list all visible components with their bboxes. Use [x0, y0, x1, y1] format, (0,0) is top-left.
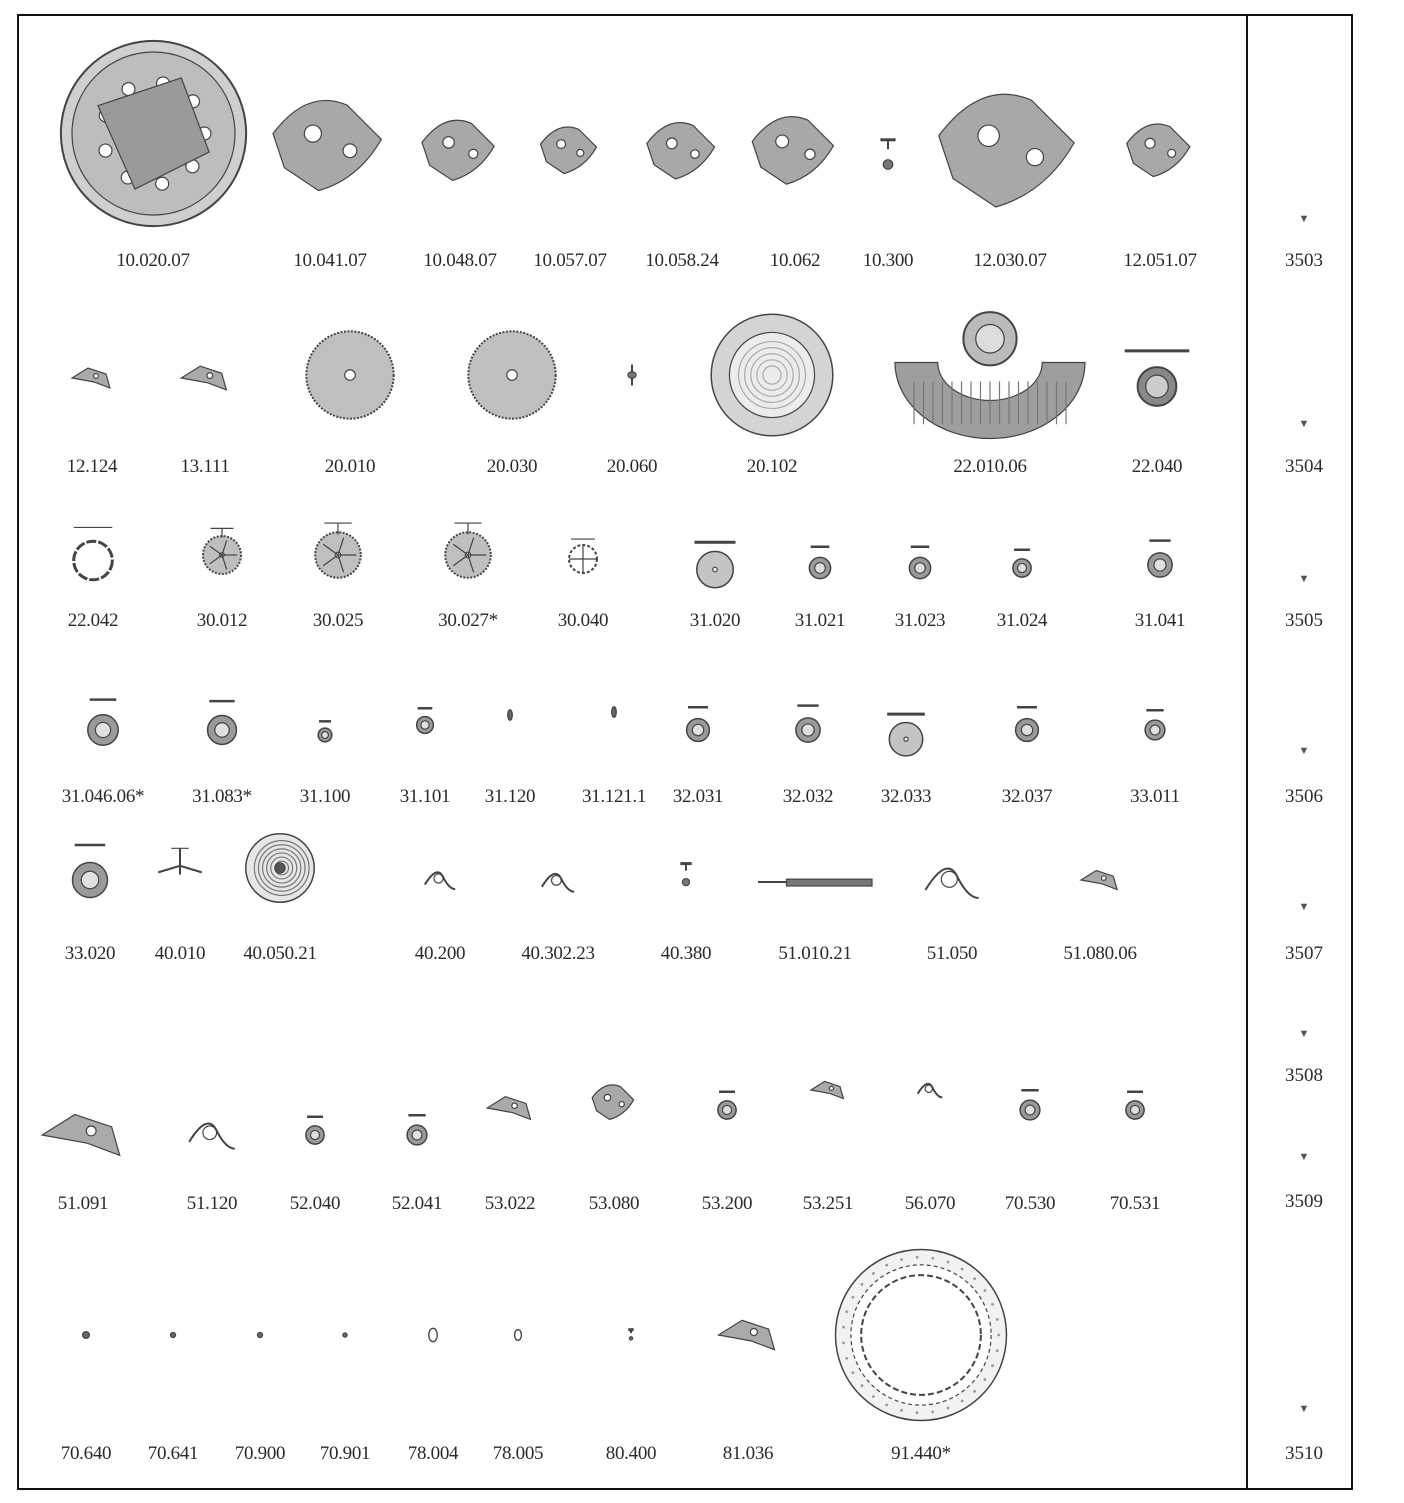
part-number-label: 31.100 [299, 786, 351, 807]
jewel-icon [83, 710, 123, 750]
jewel-icon [1144, 549, 1176, 581]
lever-icon [71, 357, 113, 399]
screw-number-label: 3506 [1285, 786, 1323, 807]
screw-number-label: 3510 [1285, 1443, 1323, 1464]
arbor-icon [621, 364, 643, 386]
part-number-label: 52.040 [289, 1193, 341, 1214]
jewel-icon [715, 1098, 739, 1122]
screw-number-label: 3508 [1285, 1065, 1323, 1086]
part-number-label: 30.025 [312, 610, 364, 631]
screw-icon: ▼ [1298, 901, 1310, 913]
pin-icon [503, 708, 517, 722]
screw-icon: ▼ [1298, 213, 1310, 225]
part-number-label: 10.041.07 [293, 250, 367, 271]
jewel-icon [1142, 717, 1168, 743]
screw-number-label: 3507 [1285, 943, 1323, 964]
spring-icon [924, 854, 980, 910]
jewel-icon [316, 726, 334, 744]
screw-icon [868, 135, 908, 175]
lever-icon [810, 1072, 846, 1108]
part-number-label: 20.060 [606, 456, 658, 477]
screw-number-label: 3509 [1285, 1191, 1323, 1212]
part-number-label: 78.004 [407, 1443, 459, 1464]
part-number-label: 53.200 [701, 1193, 753, 1214]
column-divider [1246, 14, 1248, 1490]
part-number-label: 78.005 [492, 1443, 544, 1464]
bridge-icon [645, 113, 720, 188]
part-number-label: 51.120 [186, 1193, 238, 1214]
part-number-label: 40.200 [414, 943, 466, 964]
part-number-label: 33.020 [64, 943, 116, 964]
lever-icon [486, 1084, 534, 1132]
spring-icon [188, 1111, 236, 1159]
bridge-icon [420, 110, 500, 190]
dot-icon [167, 1329, 179, 1341]
part-number-label: 12.124 [66, 456, 118, 477]
lever-icon [40, 1092, 126, 1178]
part-number-label: 32.037 [1001, 786, 1053, 807]
part-number-label: 51.080.06 [1063, 943, 1137, 964]
lever-icon [180, 353, 230, 403]
part-number-label: 81.036 [722, 1443, 774, 1464]
part-number-label: 10.062 [769, 250, 821, 271]
part-number-label: 91.440* [891, 1443, 951, 1464]
part-number-label: 20.010 [324, 456, 376, 477]
part-number-label: 10.058.24 [645, 250, 719, 271]
jewel-icon [203, 711, 241, 749]
dot-icon [78, 1327, 94, 1343]
barrel-icon [708, 311, 836, 439]
part-number-label: 10.057.07 [533, 250, 607, 271]
part-number-label: 20.030 [486, 456, 538, 477]
mainplate-icon [56, 36, 251, 231]
jewel-icon [1010, 556, 1034, 580]
part-number-label: 70.901 [319, 1443, 371, 1464]
part-number-label: 70.641 [147, 1443, 199, 1464]
part-number-label: 31.083* [192, 786, 252, 807]
screw-icon: ▼ [1298, 1151, 1310, 1163]
screw-icon: ▼ [1298, 1028, 1310, 1040]
part-number-label: 40.050.21 [243, 943, 317, 964]
spring-icon [917, 1077, 943, 1103]
part-number-label: 10.048.07 [423, 250, 497, 271]
part-number-label: 53.080 [588, 1193, 640, 1214]
screw-icon: ▼ [1298, 745, 1310, 757]
wheel-icon [466, 329, 558, 421]
wheel-icon [314, 531, 362, 579]
part-number-label: 52.041 [391, 1193, 443, 1214]
part-number-label: 53.251 [802, 1193, 854, 1214]
screw-number-label: 3504 [1285, 456, 1323, 477]
jewel-icon [1017, 1097, 1043, 1123]
wheel-icon [202, 535, 242, 575]
part-number-label: 40.302.23 [521, 943, 595, 964]
part-number-label: 31.046.06* [61, 786, 145, 807]
disc-icon [884, 713, 928, 757]
date-ring-icon [831, 1245, 1011, 1425]
part-number-label: 40.010 [154, 943, 206, 964]
part-number-label: 70.531 [1109, 1193, 1161, 1214]
bridge-icon [935, 75, 1085, 225]
screw-number-label: 3505 [1285, 610, 1323, 631]
part-number-label: 30.012 [196, 610, 248, 631]
part-number-label: 13.111 [180, 456, 230, 477]
lever-icon [717, 1304, 779, 1366]
jewel-icon [1012, 715, 1042, 745]
dot-icon [340, 1330, 350, 1340]
part-number-label: 22.040 [1131, 456, 1183, 477]
rotor-icon [890, 272, 1090, 472]
jewel-icon [792, 714, 824, 746]
jewel-icon [414, 714, 436, 736]
jewel-icon [1123, 1098, 1147, 1122]
oval-icon [510, 1327, 526, 1343]
part-number-label: 10.020.07 [116, 250, 190, 271]
part-number-label: 56.070 [904, 1193, 956, 1214]
part-number-label: 30.027* [438, 610, 498, 631]
bridge-icon [539, 119, 601, 181]
ring-icon [64, 526, 122, 584]
jewel-icon [404, 1122, 430, 1148]
oval-icon [423, 1325, 443, 1345]
part-number-label: 53.022 [484, 1193, 536, 1214]
bearing-icon [1123, 346, 1191, 414]
screw-icon: ▼ [1298, 418, 1310, 430]
pin-icon [607, 705, 621, 719]
part-number-label: 31.041 [1134, 610, 1186, 631]
part-number-label: 32.031 [672, 786, 724, 807]
dot-icon [254, 1329, 266, 1341]
wheel-icon [304, 329, 396, 421]
part-number-label: 22.042 [67, 610, 119, 631]
bridge-icon [270, 85, 390, 205]
disc-icon [691, 541, 739, 589]
part-number-label: 10.300 [862, 250, 914, 271]
escape-wheel-icon [562, 534, 604, 576]
balance-icon [244, 832, 316, 904]
diagram-frame [17, 14, 1353, 1490]
jewel-icon [906, 554, 934, 582]
part-number-label: 51.050 [926, 943, 978, 964]
jewel-icon [806, 554, 834, 582]
part-number-label: 31.121.1 [581, 786, 647, 807]
part-number-label: 80.400 [605, 1443, 657, 1464]
spring-icon [541, 865, 575, 899]
stem-icon [755, 822, 875, 942]
bridge-icon [591, 1079, 637, 1125]
jewel-icon [67, 857, 113, 903]
part-number-label: 12.051.07 [1123, 250, 1197, 271]
part-number-label: 32.033 [880, 786, 932, 807]
part-number-label: 32.032 [782, 786, 834, 807]
screw-icon [624, 1328, 638, 1342]
screw-icon: ▼ [1298, 573, 1310, 585]
screw-number-label: 3503 [1285, 250, 1323, 271]
part-number-label: 20.102 [746, 456, 798, 477]
part-number-label: 12.030.07 [973, 250, 1047, 271]
part-number-label: 22.010.06 [953, 456, 1027, 477]
bridge-icon [750, 105, 840, 195]
pallet-icon [157, 845, 203, 891]
part-number-label: 31.024 [996, 610, 1048, 631]
lever-icon [1080, 860, 1120, 900]
part-number-label: 31.020 [689, 610, 741, 631]
jewel-icon [683, 715, 713, 745]
screw-icon: ▼ [1298, 1403, 1310, 1415]
part-number-label: 70.640 [60, 1443, 112, 1464]
part-number-label: 30.040 [557, 610, 609, 631]
part-number-label: 33.011 [1130, 786, 1180, 807]
spring-icon [424, 864, 456, 896]
screw-icon [671, 860, 701, 890]
part-number-label: 31.101 [399, 786, 451, 807]
bridge-icon [1125, 115, 1195, 185]
part-number-label: 31.120 [484, 786, 536, 807]
part-number-label: 70.530 [1004, 1193, 1056, 1214]
part-number-label: 31.021 [794, 610, 846, 631]
part-number-label: 40.380 [660, 943, 712, 964]
part-number-label: 51.010.21 [778, 943, 852, 964]
part-number-label: 70.900 [234, 1443, 286, 1464]
wheel-icon [444, 531, 492, 579]
part-number-label: 31.023 [894, 610, 946, 631]
part-number-label: 51.091 [57, 1193, 109, 1214]
jewel-icon [303, 1123, 327, 1147]
